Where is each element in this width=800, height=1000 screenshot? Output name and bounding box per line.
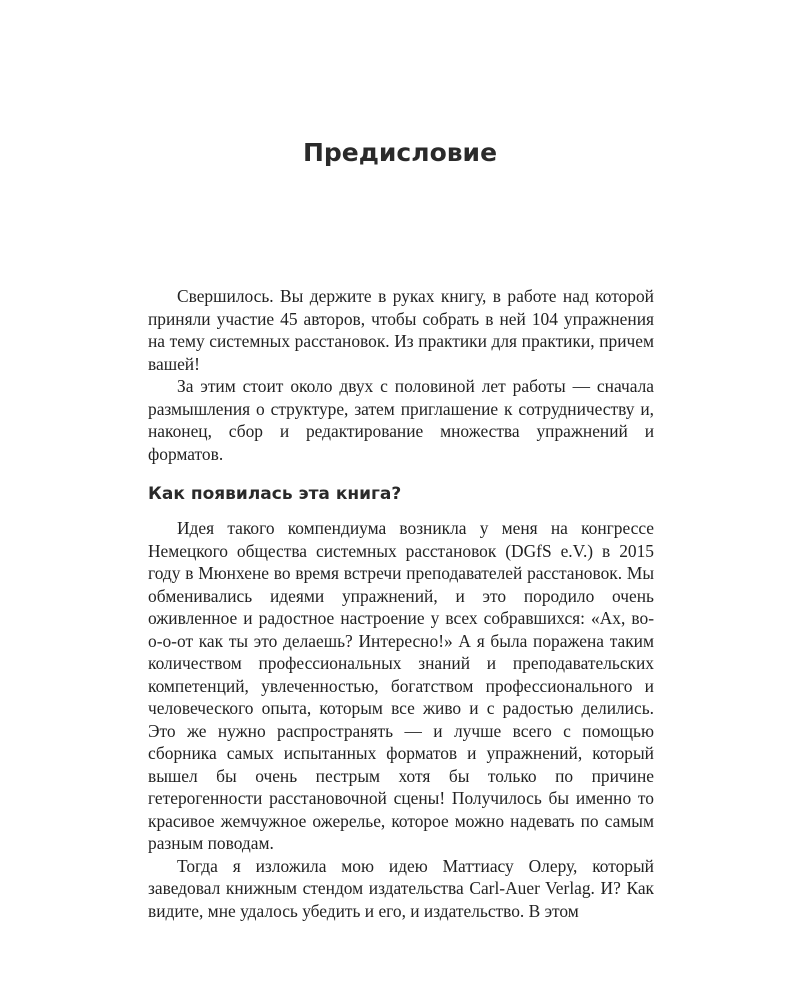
section-heading: Как появилась эта книга? (148, 484, 402, 504)
intro-paragraph: За этим стоит около двух с половиной лет работы — сначала размышления о структуре, затем приглашение к сотрудничеству и, наконец, сбор и редактирование множества упражнений и форматов. (148, 376, 654, 464)
section-text (148, 517, 654, 922)
section-paragraph: Идея такого компендиума возникла у меня на конгрессе Немецкого общества системных расстановок (DGfS e.V.) в 2015 году в Мюнхене во время встречи преподавателей расстановок. Мы обменивались идеями упражнений, и это породило очень оживленное и радостное настроение у всех собравшихся: «Ах, во-о-о-от как ты это делаешь? Интересно!» А я была поражена таким количеством профессиональных знаний и преподавательских компетенций, увлеченностью, богатством профессионального и человеческого опыта, которым все живо и с радостью делились. Это же нужно распространять — и лучше всего с помощью сборника самых испытанных форматов и упражнений, который вышел бы очень пестрым хотя бы только по причине гетерогенности расстановочной сцены! Получилось бы именно то красивое жемчужное ожерелье, которое можно надевать по самым разным поводам. (148, 518, 654, 853)
section-paragraph: Тогда я изложила мою идею Маттиасу Олеру, который заведовал книжным стендом издательства Carl-Auer Verlag. И? Как видите, мне удалось убедить и его, и издательство. В этом (148, 855, 654, 921)
chapter-title: Предисловие (302, 138, 498, 167)
intro-paragraph: Свершилось. Вы держите в руках книгу, в работе над которой приняли участие 45 авторов, чтобы собрать в ней 104 упражнения на тему системных расстановок. Из практики для практики, причем вашей! (148, 286, 654, 374)
intro-text (148, 285, 654, 465)
